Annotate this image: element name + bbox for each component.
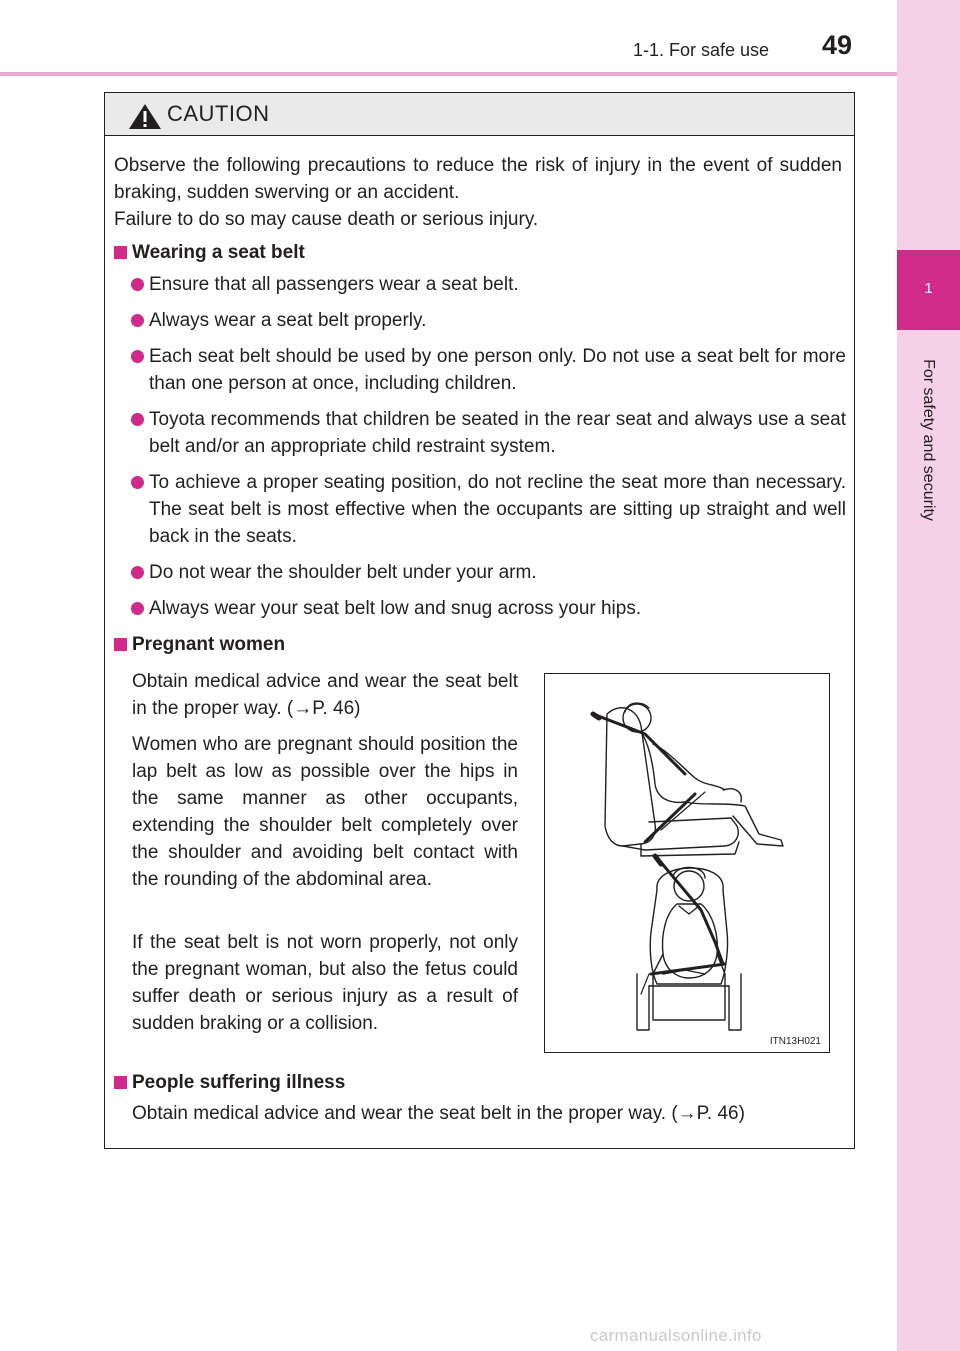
- section-marker: [114, 246, 127, 259]
- bullet: [131, 476, 144, 489]
- pregnant-paragraph-1: Obtain medical advice and wear the seat belt in the proper way. (→P. 46): [132, 671, 518, 719]
- bullet: [131, 566, 144, 579]
- warning-icon: [128, 103, 162, 130]
- list-item: Each seat belt should be used by one person only. Do not use a seat belt for more than one person at once, including children.: [149, 346, 846, 394]
- bullet: [131, 350, 144, 363]
- caution-title: CAUTION: [167, 101, 270, 126]
- pregnant-seatbelt-illustration: [544, 673, 830, 1053]
- section-marker: [114, 638, 127, 651]
- chapter-number-box[interactable]: [897, 250, 960, 330]
- list-item: To achieve a proper seating position, do not recline the seat more than necessary. The seat belt is most effective when the occupants are sitting up straight and well back in the seats.: [149, 472, 846, 547]
- list-item: Ensure that all passengers wear a seat belt.: [149, 274, 519, 295]
- chapter-title: For safety and security: [920, 359, 937, 521]
- pregnant-paragraph-2: Women who are pregnant should position the lap belt as low as possible over the hips in the same manner as other occupants, extending the shoulder belt completely over the shoulder and avoiding belt contact with the rounding of the abdominal area.: [132, 734, 518, 890]
- chapter-number: 1: [924, 280, 933, 297]
- intro-warning: Failure to do so may cause death or serious injury.: [114, 209, 539, 230]
- list-item: Always wear a seat belt properly.: [149, 310, 427, 331]
- section-marker: [114, 1076, 127, 1089]
- list-item: Toyota recommends that children be seated in the rear seat and always use a seat belt and/or an appropriate child restraint system.: [149, 409, 846, 457]
- figure-code: ITN13H021: [769, 1036, 821, 1047]
- section-title: 1-1. For safe use: [633, 40, 770, 60]
- header-rule: [0, 72, 897, 76]
- pregnant-heading: Pregnant women: [132, 634, 286, 655]
- list-item: Do not wear the shoulder belt under your arm.: [149, 562, 537, 583]
- bullet: [131, 314, 144, 327]
- page-number: 49: [822, 30, 853, 60]
- illness-heading: People suffering illness: [132, 1072, 346, 1093]
- seat-belt-heading: Wearing a seat belt: [132, 242, 305, 263]
- illness-paragraph: Obtain medical advice and wear the seat belt in the proper way. (→P. 46): [132, 1103, 745, 1124]
- bullet: [131, 413, 144, 426]
- watermark: carmanualsonline.info: [590, 1326, 762, 1345]
- list-item: Always wear your seat belt low and snug across your hips.: [149, 598, 642, 619]
- caution-header: [105, 93, 854, 136]
- illustration-drawing: [545, 674, 831, 1054]
- bullet: [131, 278, 144, 291]
- chapter-tab[interactable]: [897, 0, 960, 1351]
- pregnant-paragraph-3: If the seat belt is not worn properly, not only the pregnant woman, but also the fetus could suffer death or serious injury as a result of sudden braking or a collision.: [132, 932, 518, 1034]
- intro-text: Observe the following precautions to reduce the risk of injury in the event of sudden braking, sudden swerving or an accident.: [114, 155, 842, 203]
- bullet: [131, 602, 144, 615]
